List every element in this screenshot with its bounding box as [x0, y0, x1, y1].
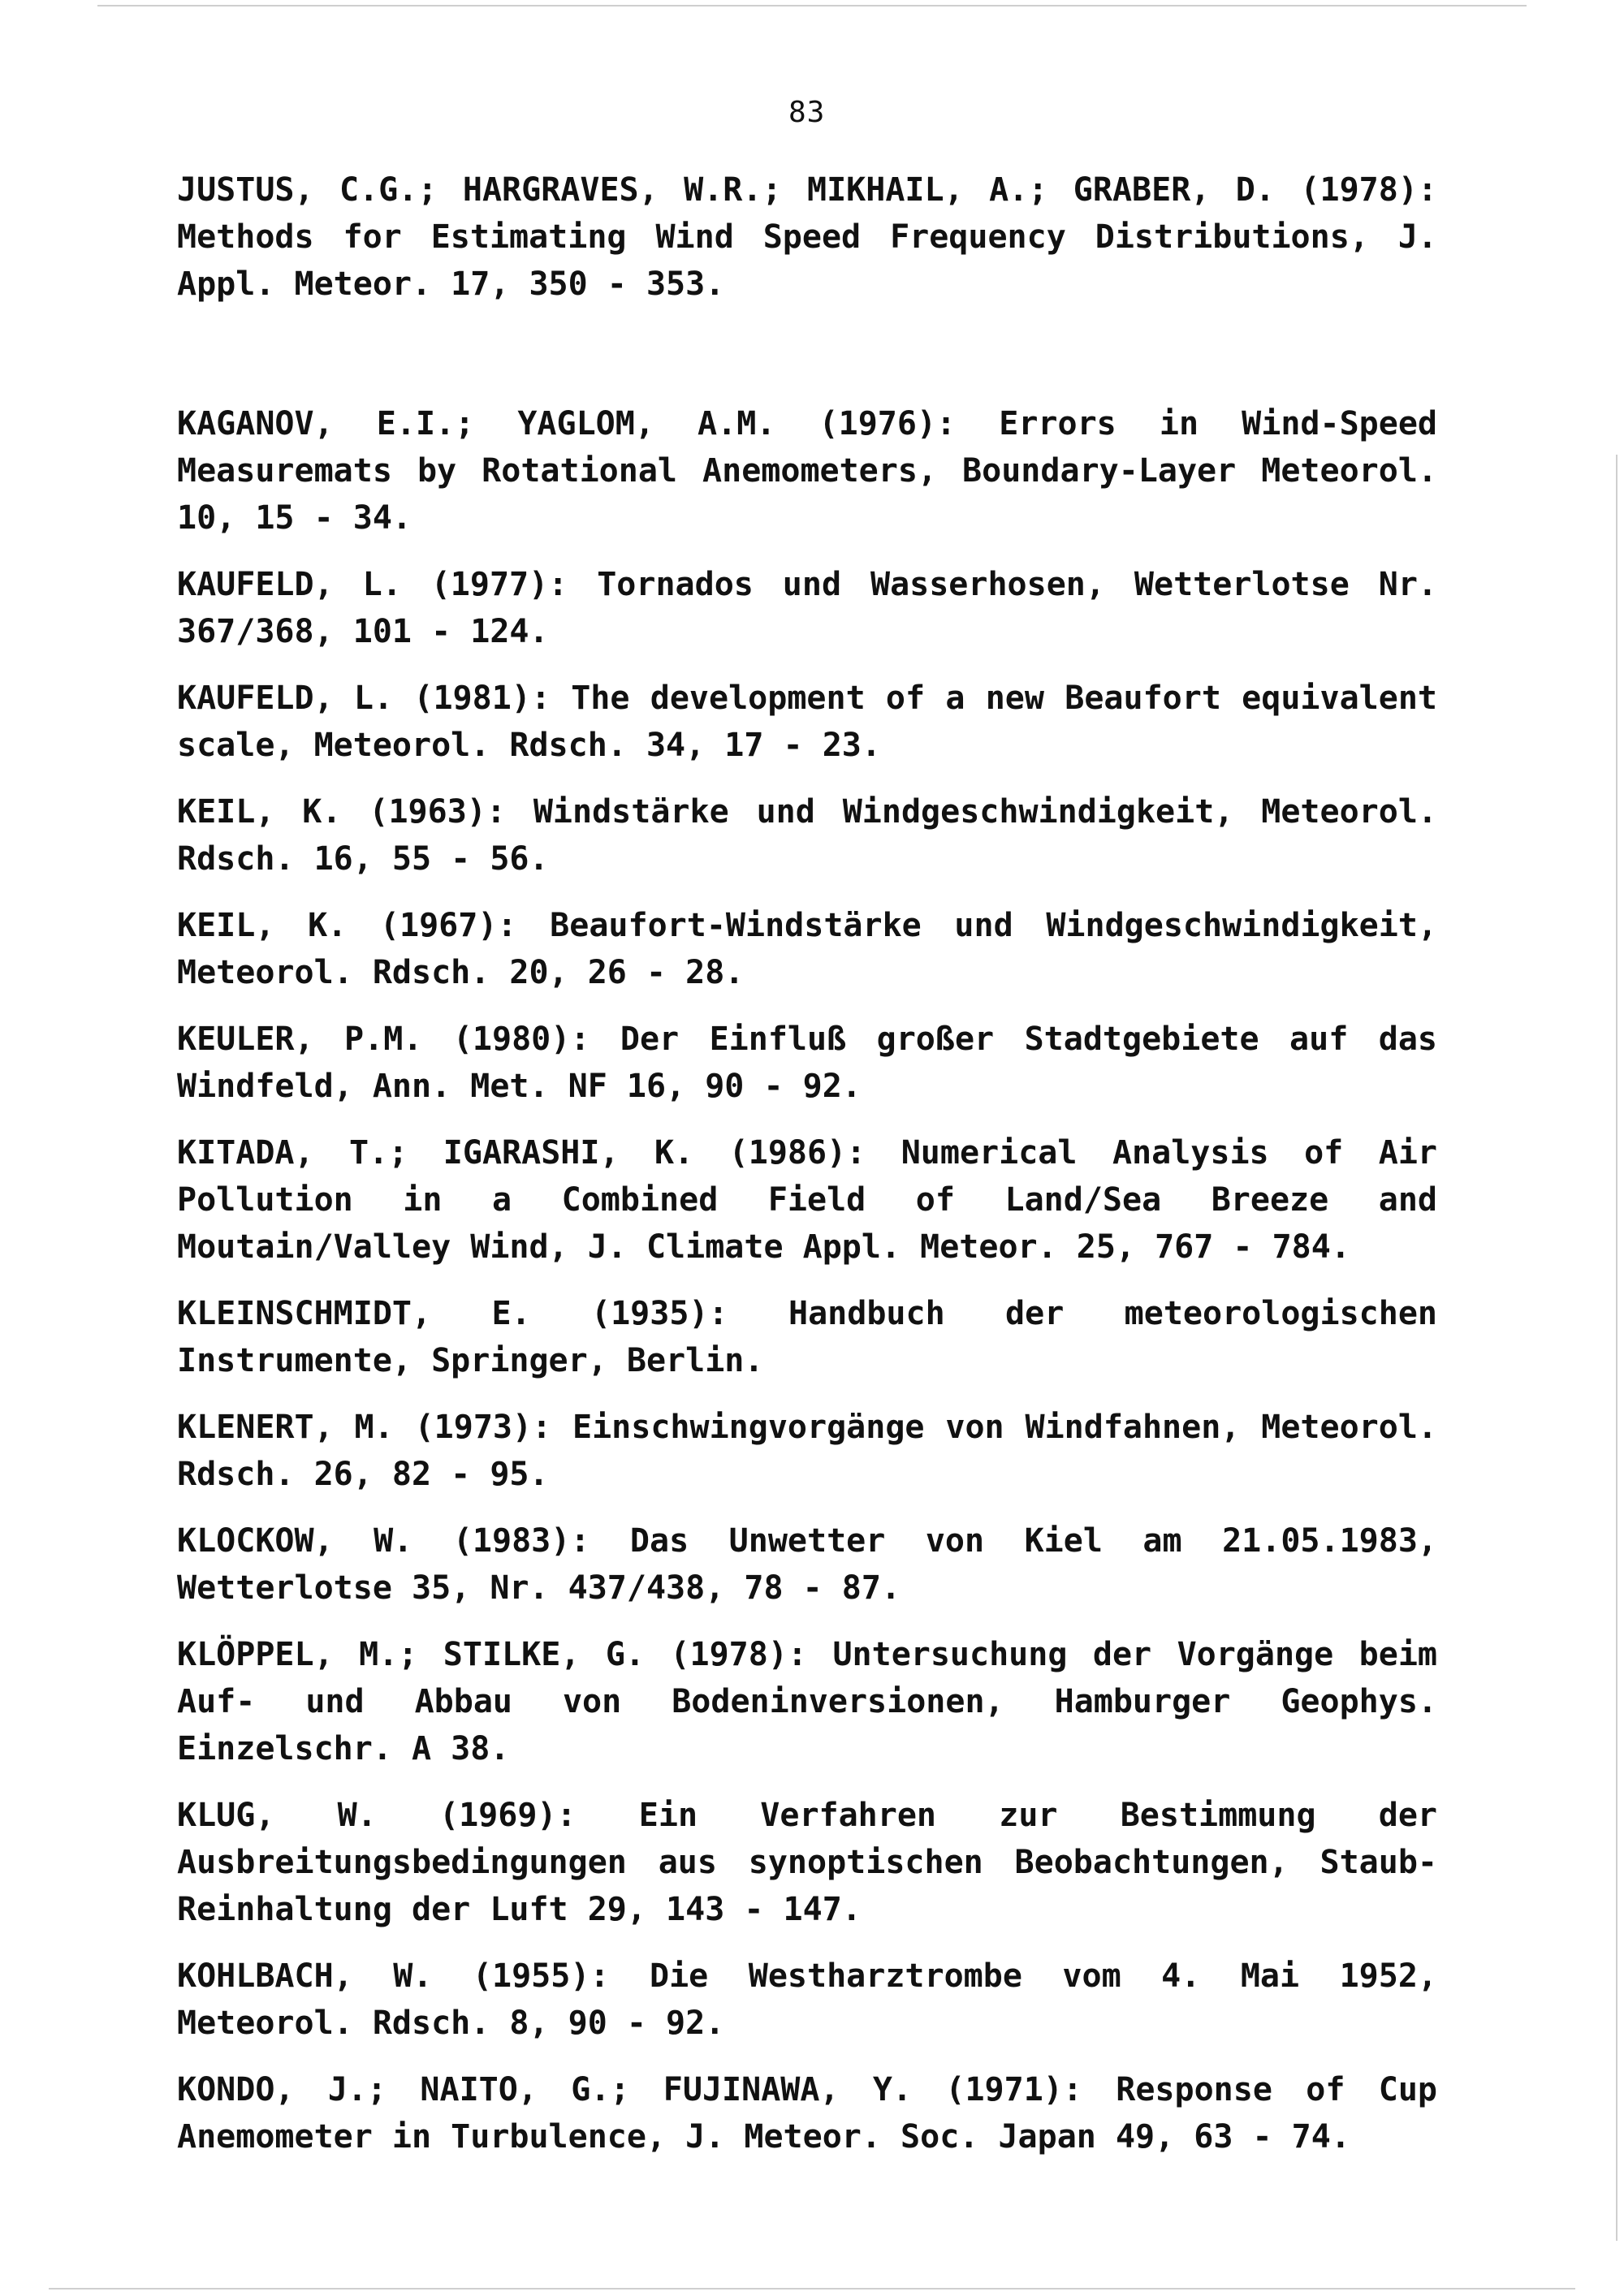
reference-entry: KITADA, T.; IGARASHI, K. (1986): Numerical Analysis of Air Pollution in a Combined Field of Land/Sea Breeze and Moutain/Valley Wind, J. Climate Appl. Meteor. 25, 767 - 784.	[177, 1134, 1437, 1266]
scan-edge-line-top	[97, 5, 1527, 6]
reference-entry: KEULER, P.M. (1980): Der Einfluß großer Stadtgebiete auf das Windfeld, Ann. Met. NF 16, 90 - 92.	[177, 1021, 1437, 1105]
reference-entry: KAUFELD, L. (1977): Tornados und Wasserhosen, Wetterlotse Nr. 367/368, 101 - 124.	[177, 566, 1437, 650]
reference-entry: KLENERT, M. (1973): Einschwingvorgänge von Windfahnen, Meteorol. Rdsch. 26, 82 - 95.	[177, 1409, 1437, 1493]
reference-entry: KAUFELD, L. (1981): The development of a new Beaufort equivalent scale, Meteorol. Rdsch. 34, 17 - 23.	[177, 680, 1437, 764]
reference-entry: KONDO, J.; NAITO, G.; FUJINAWA, Y. (1971): Response of Cup Anemometer in Turbulence, J. Meteor. Soc. Japan 49, 63 - 74.	[177, 2071, 1437, 2156]
reference-entry: KLOCKOW, W. (1983): Das Unwetter von Kiel am 21.05.1983, Wetterlotse 35, Nr. 437/438, 78 - 87.	[177, 1522, 1437, 1607]
reference-entry: KAGANOV, E.I.; YAGLOM, A.M. (1976): Errors in Wind-Speed Measuremats by Rotational Anemometers, Boundary-Layer Meteorol. 10, 15 - 34.	[177, 405, 1437, 537]
reference-entry: KLÖPPEL, M.; STILKE, G. (1978): Untersuchung der Vorgänge beim Auf- und Abbau von Bodeninversionen, Hamburger Geophys. Einzelschr. A 38.	[177, 1636, 1437, 1767]
scan-edge-line-right	[1616, 455, 1618, 2241]
reference-entry: KOHLBACH, W. (1955): Die Westharztrombe vom 4. Mai 1952, Meteorol. Rdsch. 8, 90 - 92.	[177, 1957, 1437, 2042]
reference-list	[177, 166, 1437, 2160]
reference-entry: KEIL, K. (1963): Windstärke und Windgeschwindigkeit, Meteorol. Rdsch. 16, 55 - 56.	[177, 793, 1437, 878]
reference-entry: JUSTUS, C.G.; HARGRAVES, W.R.; MIKHAIL, A.; GRABER, D. (1978): Methods for Estimating Wind Speed Frequency Distributions, J. Appl. Meteor. 17, 350 - 353.	[177, 171, 1437, 303]
scan-edge-line-bottom	[49, 2288, 1575, 2290]
reference-entry: KEIL, K. (1967): Beaufort-Windstärke und Windgeschwindigkeit, Meteorol. Rdsch. 20, 26 - 28.	[177, 907, 1437, 991]
reference-entry: KLEINSCHMIDT, E. (1935): Handbuch der meteorologischen Instrumente, Springer, Berlin.	[177, 1295, 1437, 1379]
reference-entry: KLUG, W. (1969): Ein Verfahren zur Bestimmung der Ausbreitungsbedingungen aus synoptischen Beobachtungen, Staub-Reinhaltung der Luft 29, 143 - 147.	[177, 1797, 1437, 1928]
page-number: 83	[788, 96, 826, 129]
